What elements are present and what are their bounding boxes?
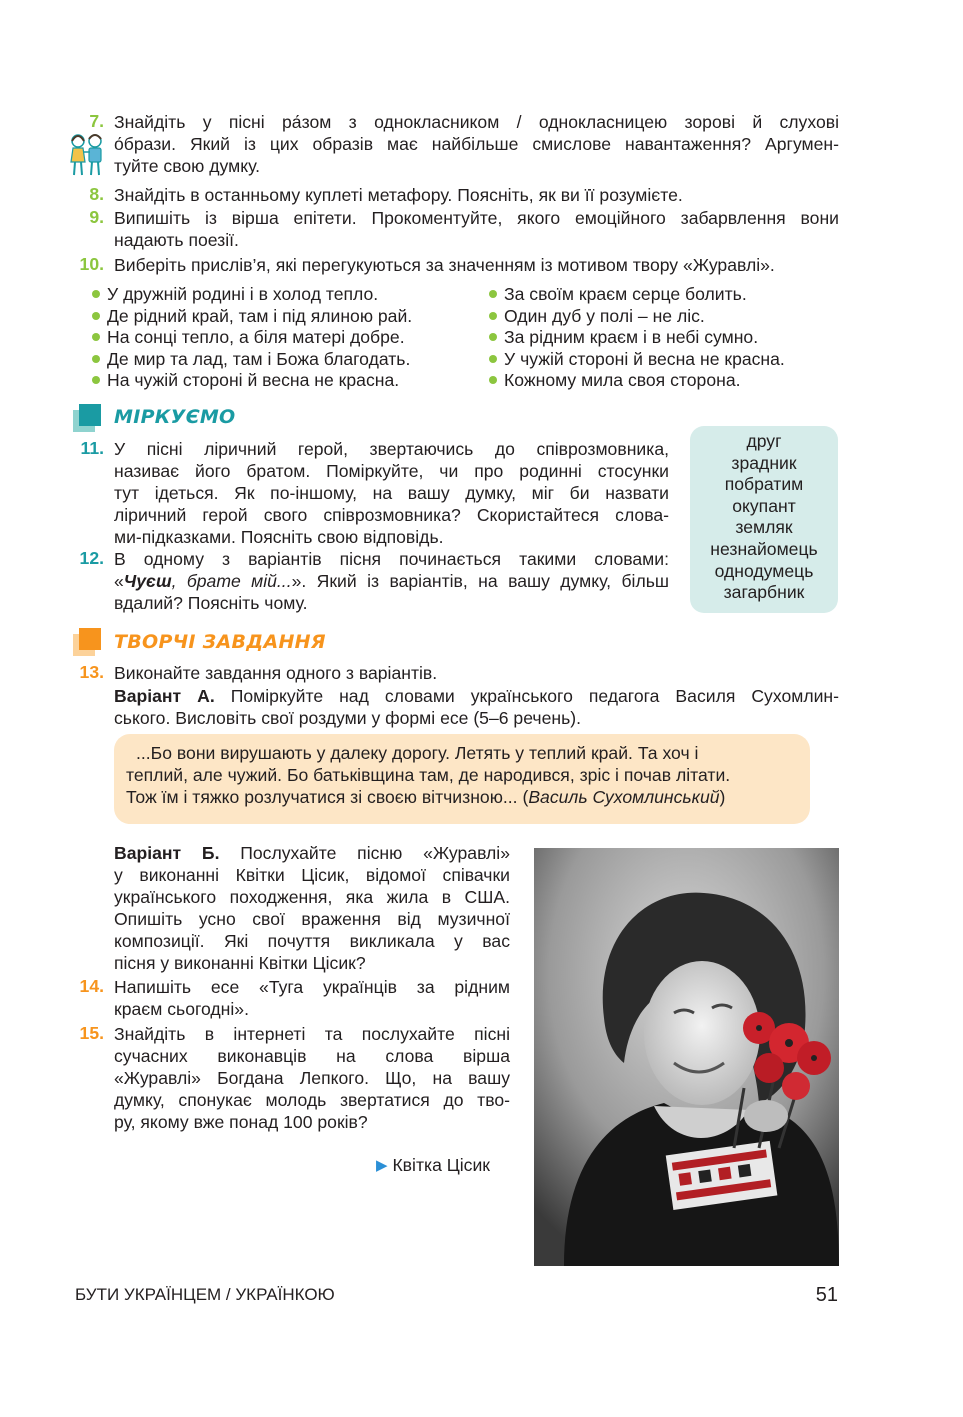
proverbs-right-list (489, 284, 785, 392)
task-text-line: тут ідеться. Як по-іншому, на вашу думку, міг би назвати (114, 483, 669, 503)
hint-words-box (690, 426, 838, 613)
list-item: Кожному мила своя сторона. (489, 370, 785, 392)
task-text-line: о́брази. Який із цих образів має найбільше смислове навантаження? Аргумен- (114, 134, 839, 154)
quote-line: ...Бо вони вирушають у далеку дорогу. Летять у теплий край. Та хоч і (136, 743, 699, 763)
task-text-line: Знайдіть в інтернеті та послухайте пісні (114, 1024, 510, 1044)
task-text-line: Виконайте завдання одного з варіантів. (114, 663, 438, 683)
task-text-line: пісня у виконанні Квітки Цісик? (114, 953, 366, 973)
list-item: У дружній родині і в холод тепло. (92, 284, 412, 306)
task-number: 9. (89, 207, 104, 227)
bullet-icon (489, 376, 497, 384)
hint-word: земляк (735, 517, 793, 538)
caption-text: Квітка Цісик (392, 1155, 491, 1175)
list-item: Де мир та лад, там і Божа благодать. (92, 349, 412, 371)
task-text-line: ру, якому вже понад 100 років? (114, 1112, 368, 1132)
task-text-line: краєм сьогодні». (114, 999, 249, 1019)
task-text-line: вдалий? Поясніть чому. (114, 593, 308, 613)
task-text-line: Знайдіть в останньому куплеті метафору. Поясніть, як ви її розумієте. (114, 185, 683, 205)
section-title-creative: ТВОРЧІ ЗАВДАННЯ (114, 631, 326, 653)
quote-line: теплий, але чужий. Бо батьківщина там, де народився, зріс і почав літати. (126, 765, 731, 785)
task-text-line: Варіант А. Поміркуйте над словами українського педагога Василя Сухомлин- (114, 686, 839, 706)
proverbs-left-list (92, 284, 412, 392)
task-text-line: у виконанні Квітки Цісик, відомої співачки (114, 865, 510, 885)
footer-title: БУТИ УКРАЇНЦЕМ / УКРАЇНКОЮ (75, 1285, 335, 1304)
section-title-think: МІРКУЄМО (114, 406, 236, 428)
photo-caption (376, 1155, 490, 1176)
quote-line: Тож їм і тяжко розлучатися зі своєю вітчизною... (Василь Сухомлинський) (126, 787, 726, 807)
task-text-line: ми-підказками. Поясніть свою відповідь. (114, 527, 444, 547)
task-text-line: «Чуєш, брате мій...». Який із варіантів, на вашу думку, більш (114, 571, 669, 591)
task-text-line: Варіант Б. Послухайте пісню «Журавлі» (114, 843, 510, 863)
hint-word: незнайомець (710, 538, 818, 559)
bullet-icon (489, 333, 497, 341)
task-text-line: Знайдіть у пісні ра́зом з однокласником / однокласницею зорові й слухові (114, 112, 839, 132)
bullet-icon (92, 355, 100, 363)
task-number: 7. (89, 111, 104, 131)
task-text-line: ського. Висловіть свої роздуми у формі есе (5–6 речень). (114, 708, 581, 728)
hint-word: загарбник (723, 582, 805, 603)
task-text-line: ліричний герой свого співрозмовника? Скористайтеся слова- (114, 505, 669, 525)
task-number: 8. (89, 184, 104, 204)
portrait-photo (534, 848, 839, 1266)
hint-word: побратим (724, 474, 804, 495)
bullet-icon (489, 290, 497, 298)
task-text-line: Напишіть есе «Туга українців за рідним (114, 977, 510, 997)
triangle-arrow-icon: ▶ (376, 1157, 388, 1174)
task-number: 14. (79, 976, 104, 996)
task-text-line: В одному з варіантів пісня починається такими словами: (114, 549, 669, 569)
task-text-line: Випишіть із вірша епітети. Прокоментуйте, якого емоційного забарвлення вони (114, 208, 839, 228)
bullet-icon (92, 312, 100, 320)
list-item: На сонці тепло, а біля матері добре. (92, 327, 412, 349)
pair-work-icon (66, 132, 108, 178)
task-text-line: думку, спонукає молодь звертатися до тво- (114, 1090, 510, 1110)
task-text-line: «Журавлі» Богдана Лепкого. Що, на вашу (114, 1068, 510, 1088)
hint-word: зрадник (731, 452, 797, 473)
task-number: 15. (79, 1023, 104, 1043)
list-item: Де рідний край, там і під ялиною рай. (92, 306, 412, 328)
list-item: Один дуб у полі – не ліс. (489, 306, 785, 328)
bullet-icon (92, 290, 100, 298)
bullet-icon (489, 312, 497, 320)
page-number: 51 (815, 1284, 838, 1306)
task-number: 10. (79, 254, 104, 274)
bullet-icon (92, 333, 100, 341)
section-marker-icon (73, 628, 103, 656)
task-text-line: композиції. Які почуття викликала у вас (114, 931, 510, 951)
task-text-line: надають поезії. (114, 230, 239, 250)
bullet-icon (92, 376, 100, 384)
list-item: За своїм краєм серце болить. (489, 284, 785, 306)
hint-word: окупант (732, 495, 796, 516)
list-item: У чужій стороні й весна не красна. (489, 349, 785, 371)
task-text-line: сучасних виконавців на слова вірша (114, 1046, 510, 1066)
task-text-line: Виберіть прислів’я, які перегукуються за значенням із мотивом твору «Журавлі». (114, 255, 775, 275)
task-text-line: У пісні ліричний герой, звертаючись до співрозмовника, (114, 439, 669, 459)
task-text-line: Опишіть усно свої враження від музичної (114, 909, 510, 929)
hint-word: друг (746, 431, 782, 451)
list-item: На чужій стороні й весна не красна. (92, 370, 412, 392)
task-number: 11. (80, 438, 104, 458)
list-item: За рідним краєм і в небі сумно. (489, 327, 785, 349)
bullet-icon (489, 355, 497, 363)
task-text-line: називає його братом. Поміркуйте, чи про родинні стосунки (114, 461, 669, 481)
hint-word: однодумець (714, 560, 814, 581)
task-number: 12. (79, 548, 104, 568)
task-text-line: українського походження, яка жила в США. (114, 887, 510, 907)
quote-box (114, 734, 810, 824)
task-text-line: туйте свою думку. (114, 156, 261, 176)
task-number: 13. (79, 662, 104, 682)
section-marker-icon (73, 404, 103, 432)
